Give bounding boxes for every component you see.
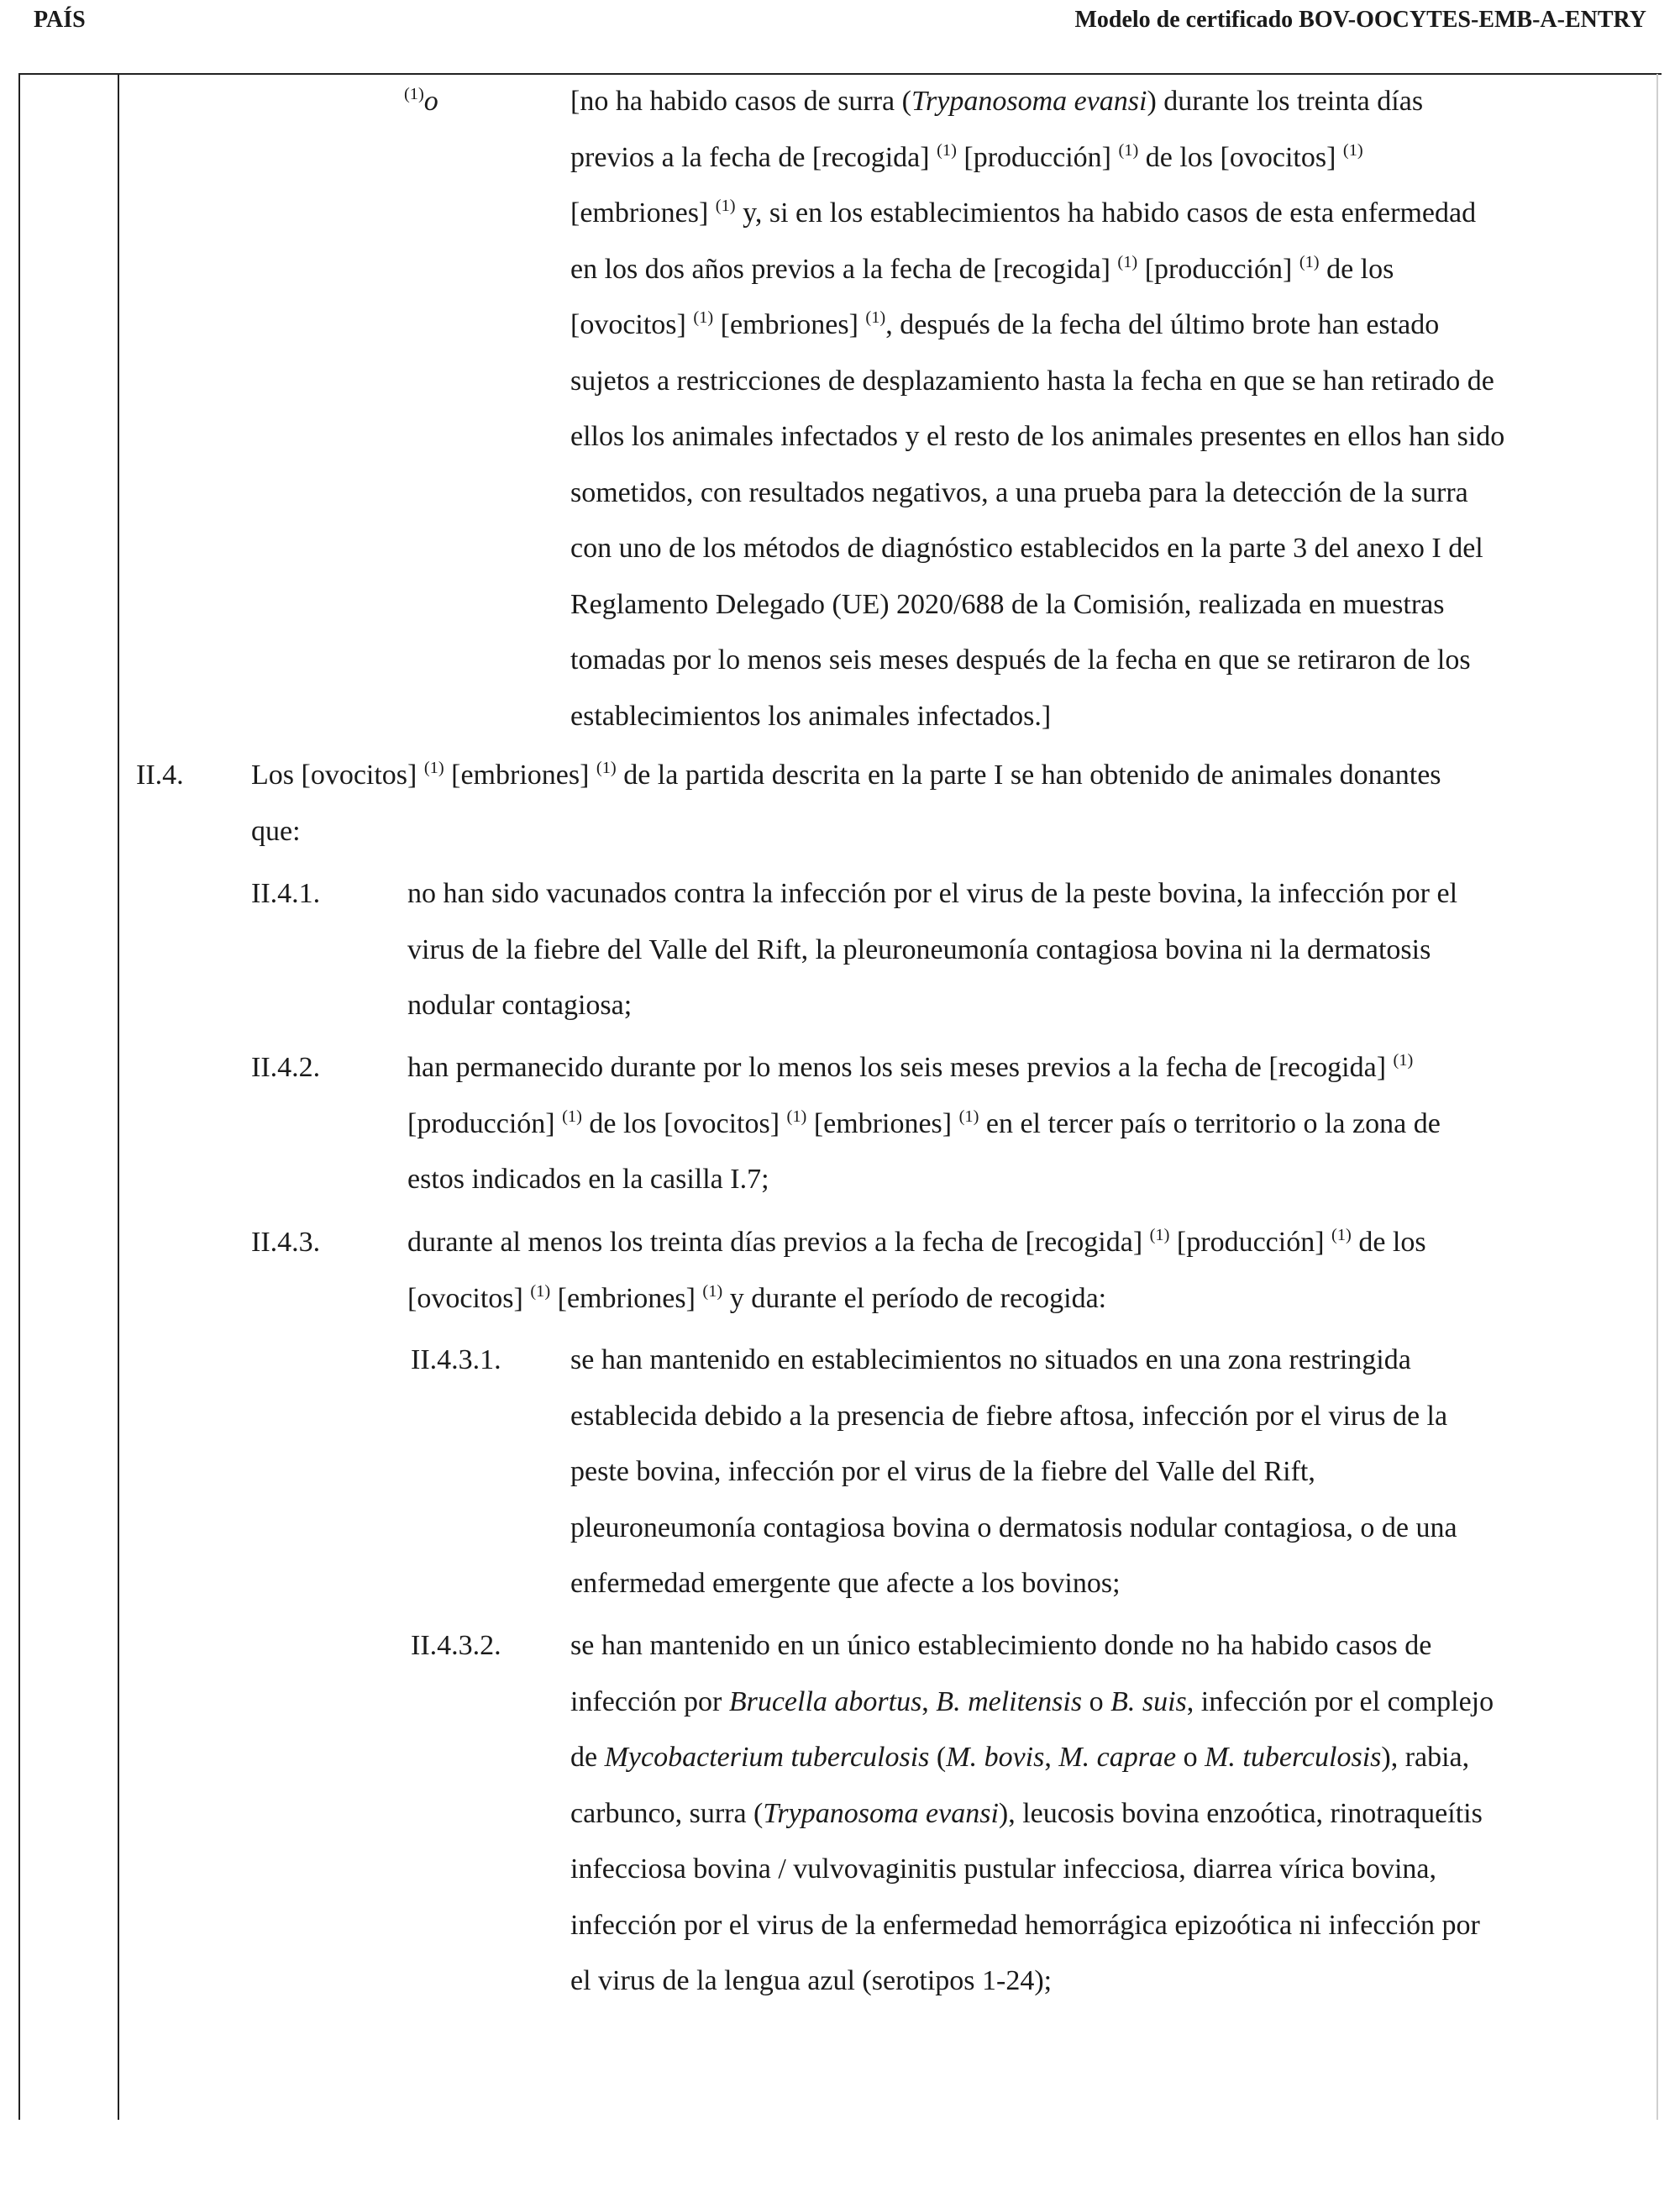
text-line: nodular contagiosa; xyxy=(407,990,633,1021)
footnote-ref: (1) xyxy=(404,84,424,103)
section-number-ii-4-3-1: II.4.3.1. xyxy=(411,1344,501,1375)
text-line: [producción] $^{(1)}$ de los [ovocitos] $^{(1)}$ [embriones] $^{(1)}$ en el tercer país o territorio o la zona de xyxy=(407,1107,1441,1139)
text-line: infección por el virus de la enfermedad hemorrágica epizoótica ni infección por xyxy=(570,1909,1480,1941)
section-number-ii-4: II.4. xyxy=(136,760,184,791)
text-line: [ovocitos] $^{(1)}$ [embriones] $^{(1)}$ y durante el período de recogida: xyxy=(407,1281,1107,1314)
text-line: no han sido vacunados contra la infección por el virus de la peste bovina, la infección por el xyxy=(407,878,1458,909)
section-ii-4-text xyxy=(251,748,1441,860)
frame-left-border xyxy=(18,74,20,2120)
surra-paragraph xyxy=(570,74,1504,744)
section-number-ii-4-3: II.4.3. xyxy=(251,1227,321,1258)
text-line: carbunco, surra (Trypanosoma evansi), leucosis bovina enzoótica, rinotraqueítis xyxy=(570,1797,1483,1829)
text-line: [ovocitos] $^{(1)}$ [embriones] $^{(1)}$, después de la fecha del último brote han estado xyxy=(570,308,1440,340)
section-ii-4-3-text xyxy=(407,1215,1426,1327)
text-line: se han mantenido en establecimientos no situados en una zona restringida xyxy=(570,1344,1411,1375)
text-line: sometidos, con resultados negativos, a una prueba para la detección de la surra xyxy=(570,476,1468,508)
text-line: sujetos a restricciones de desplazamiento hasta la fecha en que se han retirado de xyxy=(570,365,1494,397)
frame-column-divider xyxy=(118,74,119,2120)
section-number-ii-4-2: II.4.2. xyxy=(251,1052,321,1083)
text-line: con uno de los métodos de diagnóstico establecidos en la parte 3 del anexo I del xyxy=(570,533,1483,564)
text-line: en los dos años previos a la fecha de [recogida] $^{(1)}$ [producción] $^{(1)}$ de los xyxy=(570,252,1394,285)
text-line: se han mantenido en un único establecimiento donde no ha habido casos de xyxy=(570,1630,1432,1661)
text-line: infección por Brucella abortus, B. melitensis o B. suis, infección por el complejo xyxy=(570,1685,1494,1717)
text-line: enfermedad emergente que afecte a los bovinos; xyxy=(570,1568,1121,1599)
section-ii-4-2-text xyxy=(407,1040,1441,1208)
text-line: virus de la fiebre del Valle del Rift, la pleuroneumonía contagiosa bovina ni la dermatosis xyxy=(407,933,1431,965)
text-line: de Mycobacterium tuberculosis (M. bovis, M. caprae o M. tuberculosis), rabia, xyxy=(570,1742,1470,1773)
text-line: Los [ovocitos] $^{(1)}$ [embriones] $^{(1)}$ de la partida descrita en la parte I se han obtenido de animales donantes xyxy=(251,758,1441,791)
text-line: el virus de la lengua azul (serotipos 1-24); xyxy=(570,1965,1053,1996)
text-line: pleuroneumonía contagiosa bovina o dermatosis nodular contagiosa, o de una xyxy=(570,1511,1457,1543)
text-line: peste bovina, infección por el virus de la fiebre del Valle del Rift, xyxy=(570,1456,1315,1487)
section-ii-4-3-2-text xyxy=(570,1618,1494,2010)
section-ii-4-1-text xyxy=(407,866,1457,1034)
text-line: [no ha habido casos de surra (Trypanosoma evansi) durante los treinta días xyxy=(570,86,1424,117)
section-ii-4-3-1-text xyxy=(570,1333,1457,1612)
frame-right-border xyxy=(1656,74,1658,2120)
option-marker-o: o xyxy=(423,86,438,117)
text-line: establecida debido a la presencia de fiebre aftosa, infección por el virus de la xyxy=(570,1400,1448,1432)
text-line: previos a la fecha de [recogida] $^{(1)}$ [producción] $^{(1)}$ de los [ovocitos] $^{(1)}$ xyxy=(570,140,1363,173)
text-line: infecciosa bovina / vulvovaginitis pustular infecciosa, diarrea vírica bovina, xyxy=(570,1853,1436,1885)
text-line: durante al menos los treinta días previos a la fecha de [recogida] $^{(1)}$ [producción] $^{(1)}$ de los xyxy=(407,1225,1426,1258)
text-line: Reglamento Delegado (UE) 2020/688 de la Comisión, realizada en muestras xyxy=(570,588,1445,620)
header-model-code: Modelo de certificado BOV-OOCYTES-EMB-A-ENTRY xyxy=(1074,7,1646,33)
option-marker xyxy=(404,74,438,130)
text-line: ellos los animales infectados y el resto de los animales presentes en ellos han sido xyxy=(570,421,1505,452)
text-line: [embriones] $^{(1)}$ y, si en los establecimientos ha habido casos de esta enfermedad xyxy=(570,196,1477,229)
text-line: establecimientos los animales infectados.] xyxy=(570,700,1052,732)
text-line: han permanecido durante por lo menos los seis meses previos a la fecha de [recogida] $^{(1)}$ xyxy=(407,1050,1414,1083)
text-line: estos indicados en la casilla I.7; xyxy=(407,1164,769,1195)
header-country: PAÍS xyxy=(34,7,86,33)
section-number-ii-4-3-2: II.4.3.2. xyxy=(411,1630,501,1661)
text-line: tomadas por lo menos seis meses después de la fecha en que se retiraron de los xyxy=(570,644,1471,676)
text-line: que: xyxy=(251,815,301,847)
section-number-ii-4-1: II.4.1. xyxy=(251,878,321,909)
